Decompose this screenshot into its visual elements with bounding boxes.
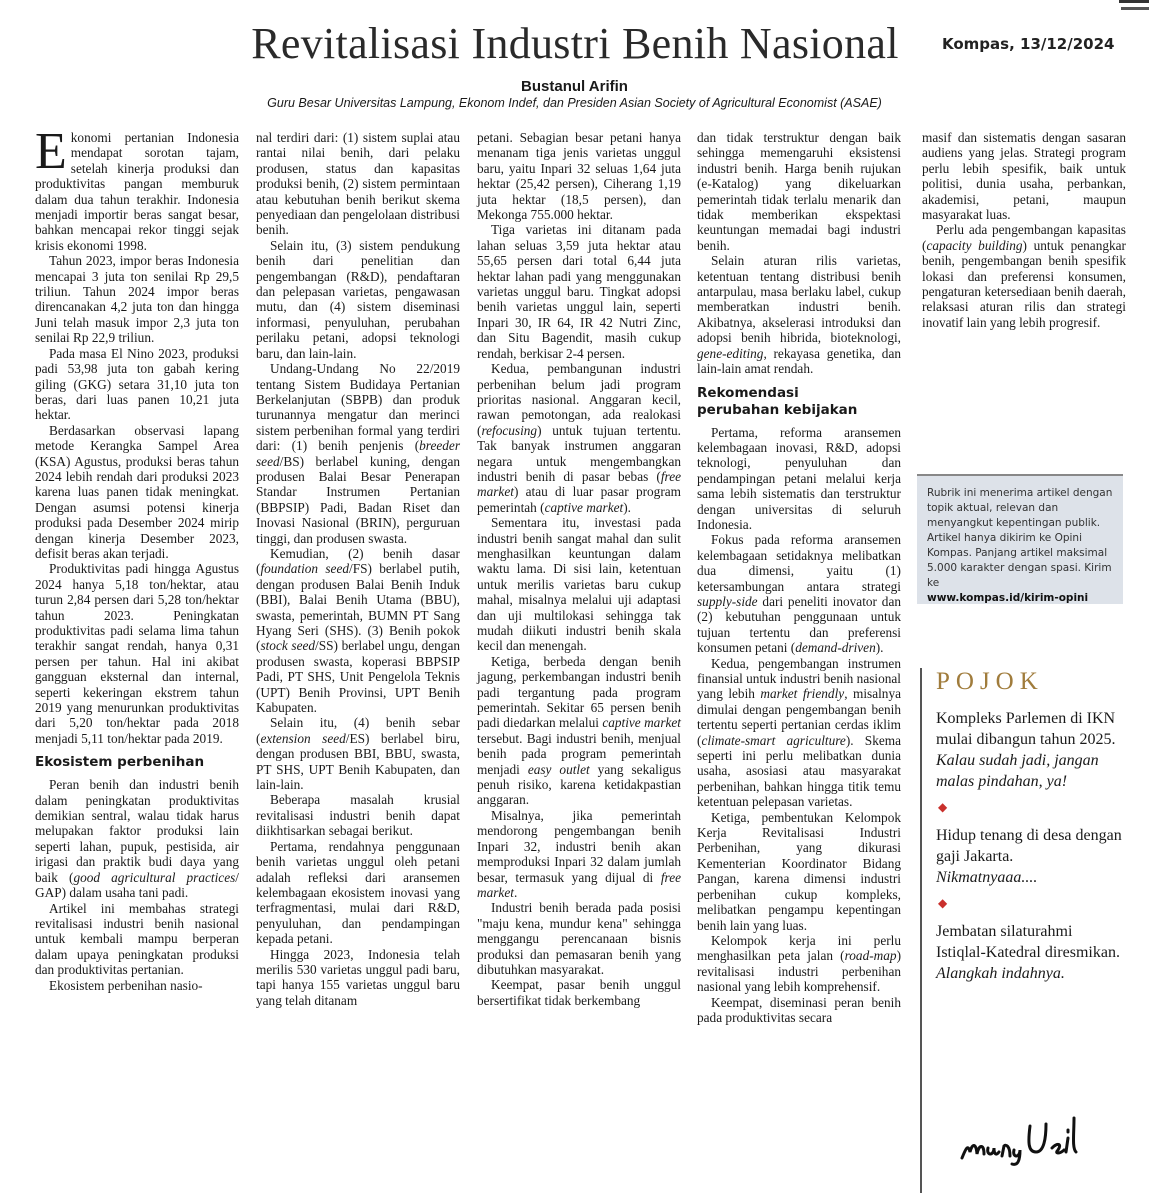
author-name: Bustanul Arifin [521, 78, 628, 95]
article-headline: Revitalisasi Industri Benih Nasional [251, 19, 899, 68]
pojok-item: Hidup tenang di desa dengan gaji Jakarta. Nikmatnyaaa.... [936, 825, 1125, 888]
submission-info-box [917, 474, 1123, 604]
paragraph: Ekosistem perbenihan nasio- [49, 977, 203, 993]
paragraph: Tahun 2023, impor beras Indonesia mencapai 3 juta ton senilai Rp 29,5 triliun. Tahun 2024 impor beras direncanakan 4,2 juta ton dan hingga Juni telah masuk impor 2,3 juta ton senilai Rp 22,9 triliun. [35, 253, 239, 346]
paragraph: Industri benih berada pada posisi "maju kena, mundur kena" sehingga menggangu perencanaan bisnis produksi dan pemasaran benih yang dibutuhkan masyarakat. [477, 900, 681, 977]
paragraph: Pertama, reforma aransemen kelembagaan inovasi, R&D, adopsi teknologi, penyuluhan dan pendampingan petani melalui kerja sama lebih sistematis dan terstruktur dengan universitas di seluruh Indonesia. [697, 424, 901, 532]
article-column-1 [35, 123, 239, 993]
paragraph: Berdasarkan observasi lapang metode Kerangka Sampel Area (KSA) Agustus, produksi beras tahun 2024 lebih rendah dari produksi 2023 karena luas panen tidak meningkat. Dengan asumsi potensi kinerja produksi pada Desember 2024 mirip dengan kinerja Desember 2023, defisit beras akan terjadi. [35, 422, 239, 561]
paragraph: petani. Sebagian besar petani hanya menanam tiga jenis varietas unggul baru, yaitu Inpari 32 seluas 1,64 juta hektar (25,42 persen), Ciherang 1,19 juta hektar (18,5 persen), dan Mekonga 755.000 hektar. [477, 130, 681, 223]
submission-link[interactable]: www.kompas.id/kirim-opini [927, 592, 1089, 604]
pojok-item: Jembatan silaturahmi Istiqlal-Katedral diresmikan. Alangkah indahnya. [936, 921, 1125, 984]
pojok-quip: Nikmatnyaaa.... [936, 869, 1038, 886]
article-column-2 [256, 130, 460, 1008]
paragraph: Kemudian, (2) benih dasar (foundation seed/FS) berlabel putih, dengan produsen Balai Benih Induk (BBI), Balai Benih Utama (BBU), swasta, pemerintah, BUMN PT Sang Hyang Seri (SHS). (3) Benih pokok (stock seed/SS) berlabel ungu, dengan produsen swasta, koperasi BBPSIP Padi, PT SHS, Unit Pengelola Teknis (UPT) Benih Provinsi, UPT Benih Kabupaten. [256, 545, 460, 716]
paragraph: Ketiga, berbeda dengan benih jagung, perkembangan industri benih padi tergantung pada program pemerintah. Sekitar 65 persen benih padi diedarkan melalui captive market tersebut. Bagi industri benih, menjual benih pada program pemerintah menjadi easy outlet yang sekaligus penuh risiko, karena ketidakpastian anggaran. [477, 653, 681, 808]
paragraph: Kelompok kerja ini perlu menghasilkan peta jalan (road-map) revitalisasi industri perbenihan nasional yang lebih komprehensif. [697, 932, 901, 995]
paragraph: Keempat, pasar benih unggul bersertifikat tidak berkembang [477, 977, 681, 1008]
drop-cap: E [35, 123, 67, 180]
author-affiliation: Guru Besar Universitas Lampung, Ekonom Indef, dan Presiden Asian Society of Agricultural Economist (ASAE) [267, 96, 882, 110]
paragraph: Sementara itu, investasi pada industri benih sangat mahal dan sulit menghasilkan keuntungan dalam waktu lama. Di sisi lain, ketentuan untuk merilis varietas baru cukup mahal, misalnya melalui uji adaptasi dan uji multilokasi sehingga tak mudah diikuti industri benih skala kecil dan menengah. [477, 515, 681, 654]
info-text: Rubrik ini menerima artikel dengan topik aktual, relevan dan menyangkut kepentingan publik. Artikel hanya dikirim ke Opini Kompas. Panjang artikel maksimal 5.000 karakter dengan spasi. Kirim ke [927, 487, 1113, 589]
paragraph: Pertama, rendahnya penggunaan benih varietas unggul oleh petani adalah refleksi dari aransemen kelembagaan ekosistem inovasi yang terfragmentasi, mulai dari R&D, penyuluhan, dan pendampingan kepada petani. [256, 838, 460, 947]
paragraph: Selain itu, (3) sistem pendukung benih dari penelitian dan pengembangan (R&D), pendaftaran dan pelepasan varietas, pengawasan mutu, dan (4) sistem diseminasi informasi, penyuluhan, perubahan perilaku petani, adopsi teknologi baru, dan lain-lain. [256, 237, 460, 361]
corner-mark [1119, 0, 1149, 17]
paragraph: Selain itu, (4) benih sebar (extension seed/ES) berlabel biru, dengan produsen BBI, BBU, swasta, PT SHS, UPT Benih Kabupaten, dan lain-lain. [256, 715, 460, 793]
signature-mang-usil [958, 1108, 1098, 1168]
paragraph: Perlu ada pengembangan kapasitas (capacity building) untuk penangkar benih, pengembangan benih spesifik lokasi dan preferensi konsumen, pengaturan ketersediaan benih daerah, relaksasi aturan rilis dan strategi inovatif lain yang lebih progresif. [922, 222, 1126, 330]
paragraph: Misalnya, jika pemerintah mendorong pengembangan benih Inpari 32, industri benih akan memproduksi Inpari 32 dalam jumlah besar, termasuk yang dijual di free market. [477, 807, 681, 900]
article-column-3 [477, 130, 681, 1008]
paragraph: Keempat, diseminasi peran benih pada produktivitas secara [697, 994, 901, 1025]
paragraph: Hingga 2023, Indonesia telah merilis 530 varietas unggul padi baru, tapi hanya 155 varietas unggul baru yang telah ditanam [256, 946, 460, 1008]
paragraph: nal terdiri dari: (1) sistem suplai atau rantai nilai benih, dari pelaku produsen, status dan kapasitas produksi benih, (2) sistem permintaan atau kebutuhan benih berikut skema penyediaan dan pengelolaan distribusi benih. [256, 130, 460, 238]
paragraph: Kedua, pembangunan industri perbenihan belum jadi program prioritas nasional. Anggaran kecil, rawan pemotongan, ada realokasi (refocusing) untuk tujuan tertentu. Tak banyak instrumen anggaran negara untuk mengembangkan industri benih di pasar bebas (free market) atau di luar pasar program pemerintah (captive market). [477, 361, 681, 515]
paragraph: Beberapa masalah krusial revitalisasi industri benih dapat diikhtisarkan sebagai berikut. [256, 792, 460, 839]
paragraph: dan tidak terstruktur dengan baik sehingga memengaruhi eksistensi industri benih. Harga benih rujukan (e-Katalog) yang dikeluarkan pemerintah tidak terlalu menarik dan tidak memberikan ekspektasi keuntungan memadai bagi industri benih. [697, 130, 901, 253]
paragraph: Tiga varietas ini ditanam pada lahan seluas 3,59 juta hektar atau 55,65 persen dari total 6,44 juta hektar lahan padi yang menggunakan varietas unggul baru. Tingkat adopsi benih varietas unggul lain, seperti Inpari 30, IR 64, IR 42 Nutri Zinc, dan Situ Bagendit, masih cukup rendah, berkisar 2-4 persen. [477, 222, 681, 361]
pojok-title: POJOK [936, 668, 1044, 695]
article-column-4 [697, 130, 901, 1025]
paragraph: Fokus pada reforma aransemen kelembagaan setidaknya melibatkan dua dimensi, yaitu (1) ketersambungan antara strategi supply-side dari peneliti inovator dan (2) kebutuhan penggunaan untuk tujuan tertentu dan preferensi konsumen petani (demand-driven). [697, 532, 901, 656]
pojok-quip: Kalau sudah jadi, jangan malas pindahan, ya! [936, 752, 1099, 790]
paragraph: Ketiga, pembentukan Kelompok Kerja Revitalisasi Industri Perbenihan, yang dikurasi Kementerian Koordinator Bidang Pangan, karena dimensi industri perbenihan cukup kompleks, melibatkan pengampu kepentingan benih lain yang luas. [697, 809, 901, 933]
paragraph: Peran benih dan industri benih dalam peningkatan produktivitas demikian sentral, walau tidak harus melupakan faktor produksi lain seperti lahan, pupuk, pestisida, air irigasi dan praktik budi daya yang baik (good agricultural practices/ GAP) dalam usaha tani padi. [35, 777, 239, 901]
diamond-bullet-icon: ◆ [938, 896, 948, 910]
paragraph: Selain aturan rilis varietas, ketentuan tentang distribusi benih antarpulau, masa berlaku label, cukup memberatkan industri benih. Akibatnya, akselerasi introduksi dan adopsi benih hibrida, bioteknologi, gene-editing, rekayasa genetika, dan lain-lain amat rendah. [697, 253, 901, 377]
article-column-5 [922, 130, 1126, 330]
section-heading: Ekosistem perbenihan [35, 754, 205, 771]
paragraph: Artikel ini membahas strategi revitalisasi industri benih nasional untuk kembali mampu berperan dalam upaya peningkatan produksi dan produktivitas pertanian. [35, 900, 239, 978]
paragraph: masif dan sistematis dengan sasaran audiens yang jelas. Strategi program perlu lebih spesifik, baik untuk politisi, dunia usaha, perbankan, akademisi, petani, maupun masyarakat luas. [922, 130, 1126, 223]
source-date: Kompas, 13/12/2024 [942, 35, 1115, 53]
paragraph: Pada masa El Nino 2023, produksi padi 53,98 juta ton gabah kering giling (GKG) setara 31,10 juta ton beras, dari luas panen 10,21 juta hektar. [35, 345, 239, 423]
pojok-item: Kompleks Parlemen di IKN mulai dibangun tahun 2025. Kalau sudah jadi, jangan malas pindahan, ya! [936, 708, 1125, 792]
paragraph: Kedua, pengembangan instrumen finansial untuk industri benih nasional yang lebih market friendly, misalnya dimulai dengan pengembangan benih tertentu seperti pertanian cerdas iklim (climate-smart agriculture). Skema seperti ini perlu melibatkan dunia usaha, asosiasi atau masyarakat perbenihan, bahkan hingga titik temu ketentuan pelepasan varietas. [697, 655, 902, 810]
paragraph: Ekonomi pertanian Indonesia mendapat sorotan tajam, setelah kinerja produksi dan produktivitas pangan memburuk dalam dua tahun terakhir. Indonesia menjadi importir beras sangat besar, bahkan mencapai rekor tinggi sejak krisis ekonomi 1998. [35, 123, 239, 253]
paragraph: Undang-Undang No 22/2019 tentang Sistem Budidaya Pertanian Berkelanjutan (SBPB) dan produk turunannya mengatur dan merinci sistem perbenihan formal yang terdiri dari: (1) benih penjenis (breeder seed/BS) berlabel kuning, dengan produsen Balai Besar Penerapan Standar Instrumen Pertanian (BBPSIP) Padi, Badan Riset dan Inovasi Nasional (BRIN), perguruan tinggi, dan produsen swasta. [256, 361, 460, 546]
paragraph: Produktivitas padi hingga Agustus 2024 hanya 5,18 ton/hektar, atau turun 2,84 persen dari 5,28 ton/hektar tahun 2023. Peningkatan produktivitas padi selama lima tahun terakhir sangat rendah, hanya 0,31 persen per tahun. Hal ini akibat gangguan eksternal dan internal, seperti kekeringan ekstrem tahun 2019 yang menurunkan produktivitas dari 5,20 ton/hektar pada 2018 menjadi 5,11 ton/hektar pada 2019. [35, 561, 239, 746]
section-heading: Rekomendasi perubahan kebijakan [697, 384, 858, 418]
diamond-bullet-icon: ◆ [938, 800, 948, 814]
pojok-quip: Alangkah indahnya. [936, 965, 1065, 982]
